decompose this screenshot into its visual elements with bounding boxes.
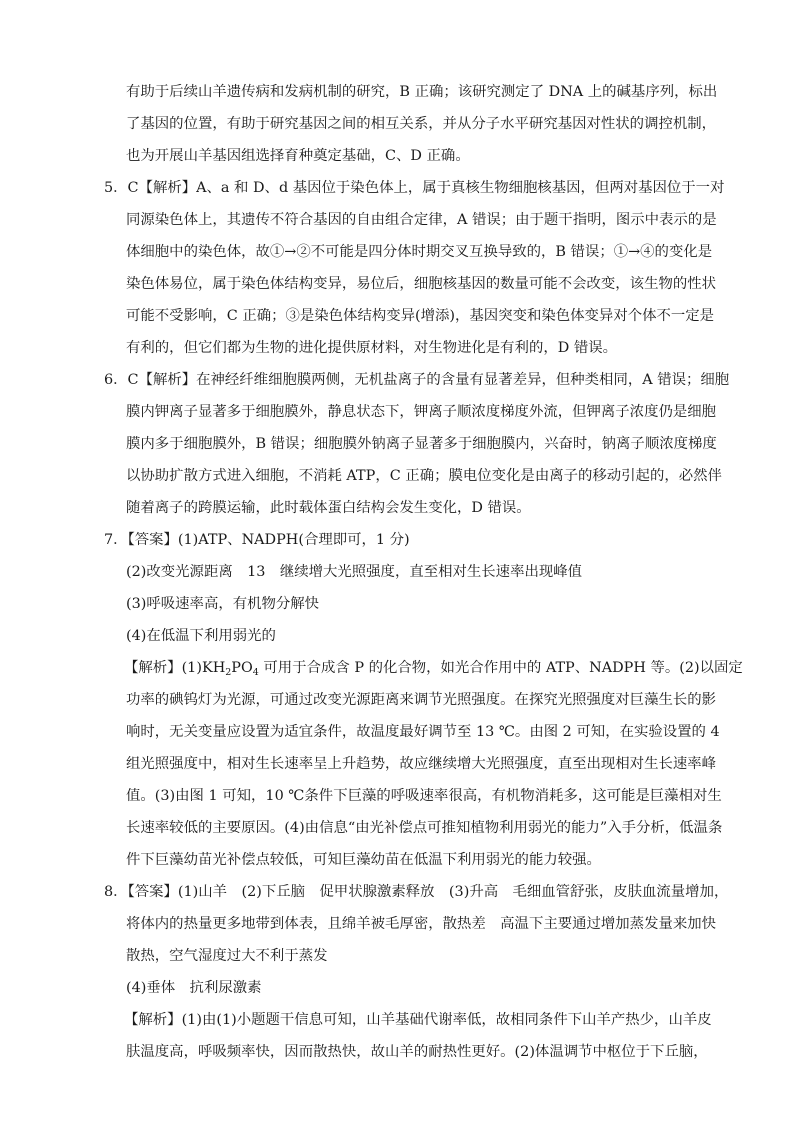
text-line: 值。(3)由图 1 可知，10 ℃条件下巨藻的呼吸速率很高，有机物消耗多，这可能是巨藻相对生 — [126, 788, 722, 804]
answer-7-part-4: (4)在低温下利用弱光的 — [126, 628, 276, 644]
text-line: 将体内的热量更多地带到体表，且绵羊被毛厚密，散热差 高温下主要通过增加蒸发量来加快 — [126, 916, 717, 932]
text-span: 可用于合成含 P 的化合物，如光合作用中的 ATP、NADPH 等。(2)以固定 — [258, 660, 743, 676]
answer-7-line: 7．【答案】(1)ATP、NADPH(合理即可，1 分) — [104, 532, 410, 548]
answer-7-part-3: (3)呼吸速率高，有机物分解快 — [126, 596, 320, 612]
analysis-7-first-line — [124, 658, 743, 678]
text-line: 也为开展山羊基因组选择育种奠定基础，C、D 正确。 — [126, 148, 470, 164]
text-line: 有利的，但它们都为生物的进化提供原材料，对生物进化是有利的，D 错误。 — [126, 340, 618, 356]
text-line: 同源染色体上，其遗传不符合基因的自由组合定律，A 错误；由于题干指明，图示中表示的是 — [126, 212, 717, 228]
answer-5-line: 5．C【解析】A、a 和 D、d 基因位于染色体上，属于真核生物细胞核基因，但两对基因位于一对 — [104, 180, 725, 196]
text-line: 件下巨藻幼苗光补偿点较低，可知巨藻幼苗在低温下利用弱光的能力较强。 — [126, 852, 601, 868]
answer-7-part-2: (2)改变光源距离 13 继续增大光照强度，直至相对生长速率出现峰值 — [126, 564, 583, 580]
text-line: 以协助扩散方式进入细胞，不消耗 ATP，C 正确；膜电位变化是由离子的移动引起的，必然伴 — [126, 468, 722, 484]
answer-8-line: 8．【答案】(1)山羊 (2)下丘脑 促甲状腺激素释放 (3)升高 毛细血管舒张，皮肤血流量增加， — [104, 884, 729, 900]
formula-part: PO — [231, 660, 253, 676]
text-line: 响时，无关变量应设置为适宜条件，故温度最好调节至 13 ℃。由图 2 可知，在实验设置的 4 — [126, 724, 720, 740]
text-line: 组光照强度中，相对生长速率呈上升趋势，故应继续增大光照强度，直至出现相对生长速率峰 — [126, 756, 717, 772]
analysis-label: 【解析】(1)KH — [124, 660, 226, 676]
text-line: 功率的碘钨灯为光源，可通过改变光源距离来调节光照强度。在探究光照强度对巨藻生长的影 — [126, 692, 717, 708]
text-line: 可能不受影响，C 正确；③是染色体结构变异(增添)，基因突变和染色体变异对个体不一定是 — [126, 308, 715, 324]
text-line: 随着离子的跨膜运输，此时载体蛋白结构会发生变化，D 错误。 — [126, 500, 531, 516]
text-line: 膜内多于细胞膜外，B 错误；细胞膜外钠离子显著多于细胞膜内，兴奋时，钠离子顺浓度梯度 — [126, 436, 717, 452]
text-line: 染色体易位，属于染色体结构变异，易位后，细胞核基因的数量可能不会改变，该生物的性状 — [126, 276, 717, 292]
subscript: 4 — [252, 667, 259, 678]
analysis-8-first-line: 【解析】(1)由(1)小题题干信息可知，山羊基础代谢率低，故相同条件下山羊产热少，山羊皮 — [124, 1012, 712, 1028]
answer-8-part-4: (4)垂体 抗利尿激素 — [126, 980, 262, 996]
text-line: 有助于后续山羊遗传病和发病机制的研究，B 正确；该研究测定了 DNA 上的碱基序列，标出 — [126, 84, 718, 100]
text-line: 长速率较低的主要原因。(4)由信息“由光补偿点可推知植物利用弱光的能力”入手分析，低温条 — [126, 820, 723, 836]
answer-6-line: 6．C【解析】在神经纤维细胞膜两侧，无机盐离子的含量有显著差异，但种类相同，A 错误；细胞 — [104, 372, 730, 388]
text-line: 肤温度高，呼吸频率快，因而散热快，故山羊的耐热性更好。(2)体温调节中枢位于下丘脑， — [126, 1044, 708, 1060]
text-line: 膜内钾离子显著多于细胞膜外，静息状态下，钾离子顺浓度梯度外流，但钾离子浓度仍是细胞 — [126, 404, 717, 420]
text-line: 体细胞中的染色体，故①→②不可能是四分体时期交叉互换导致的，B 错误；①→④的变化是 — [126, 244, 713, 260]
text-line: 了基因的位置，有助于研究基因之间的相互关系，并从分子水平研究基因对性状的调控机制， — [126, 116, 717, 132]
subscript: 2 — [225, 667, 232, 678]
text-line: 散热，空气湿度过大不利于蒸发 — [126, 948, 328, 964]
